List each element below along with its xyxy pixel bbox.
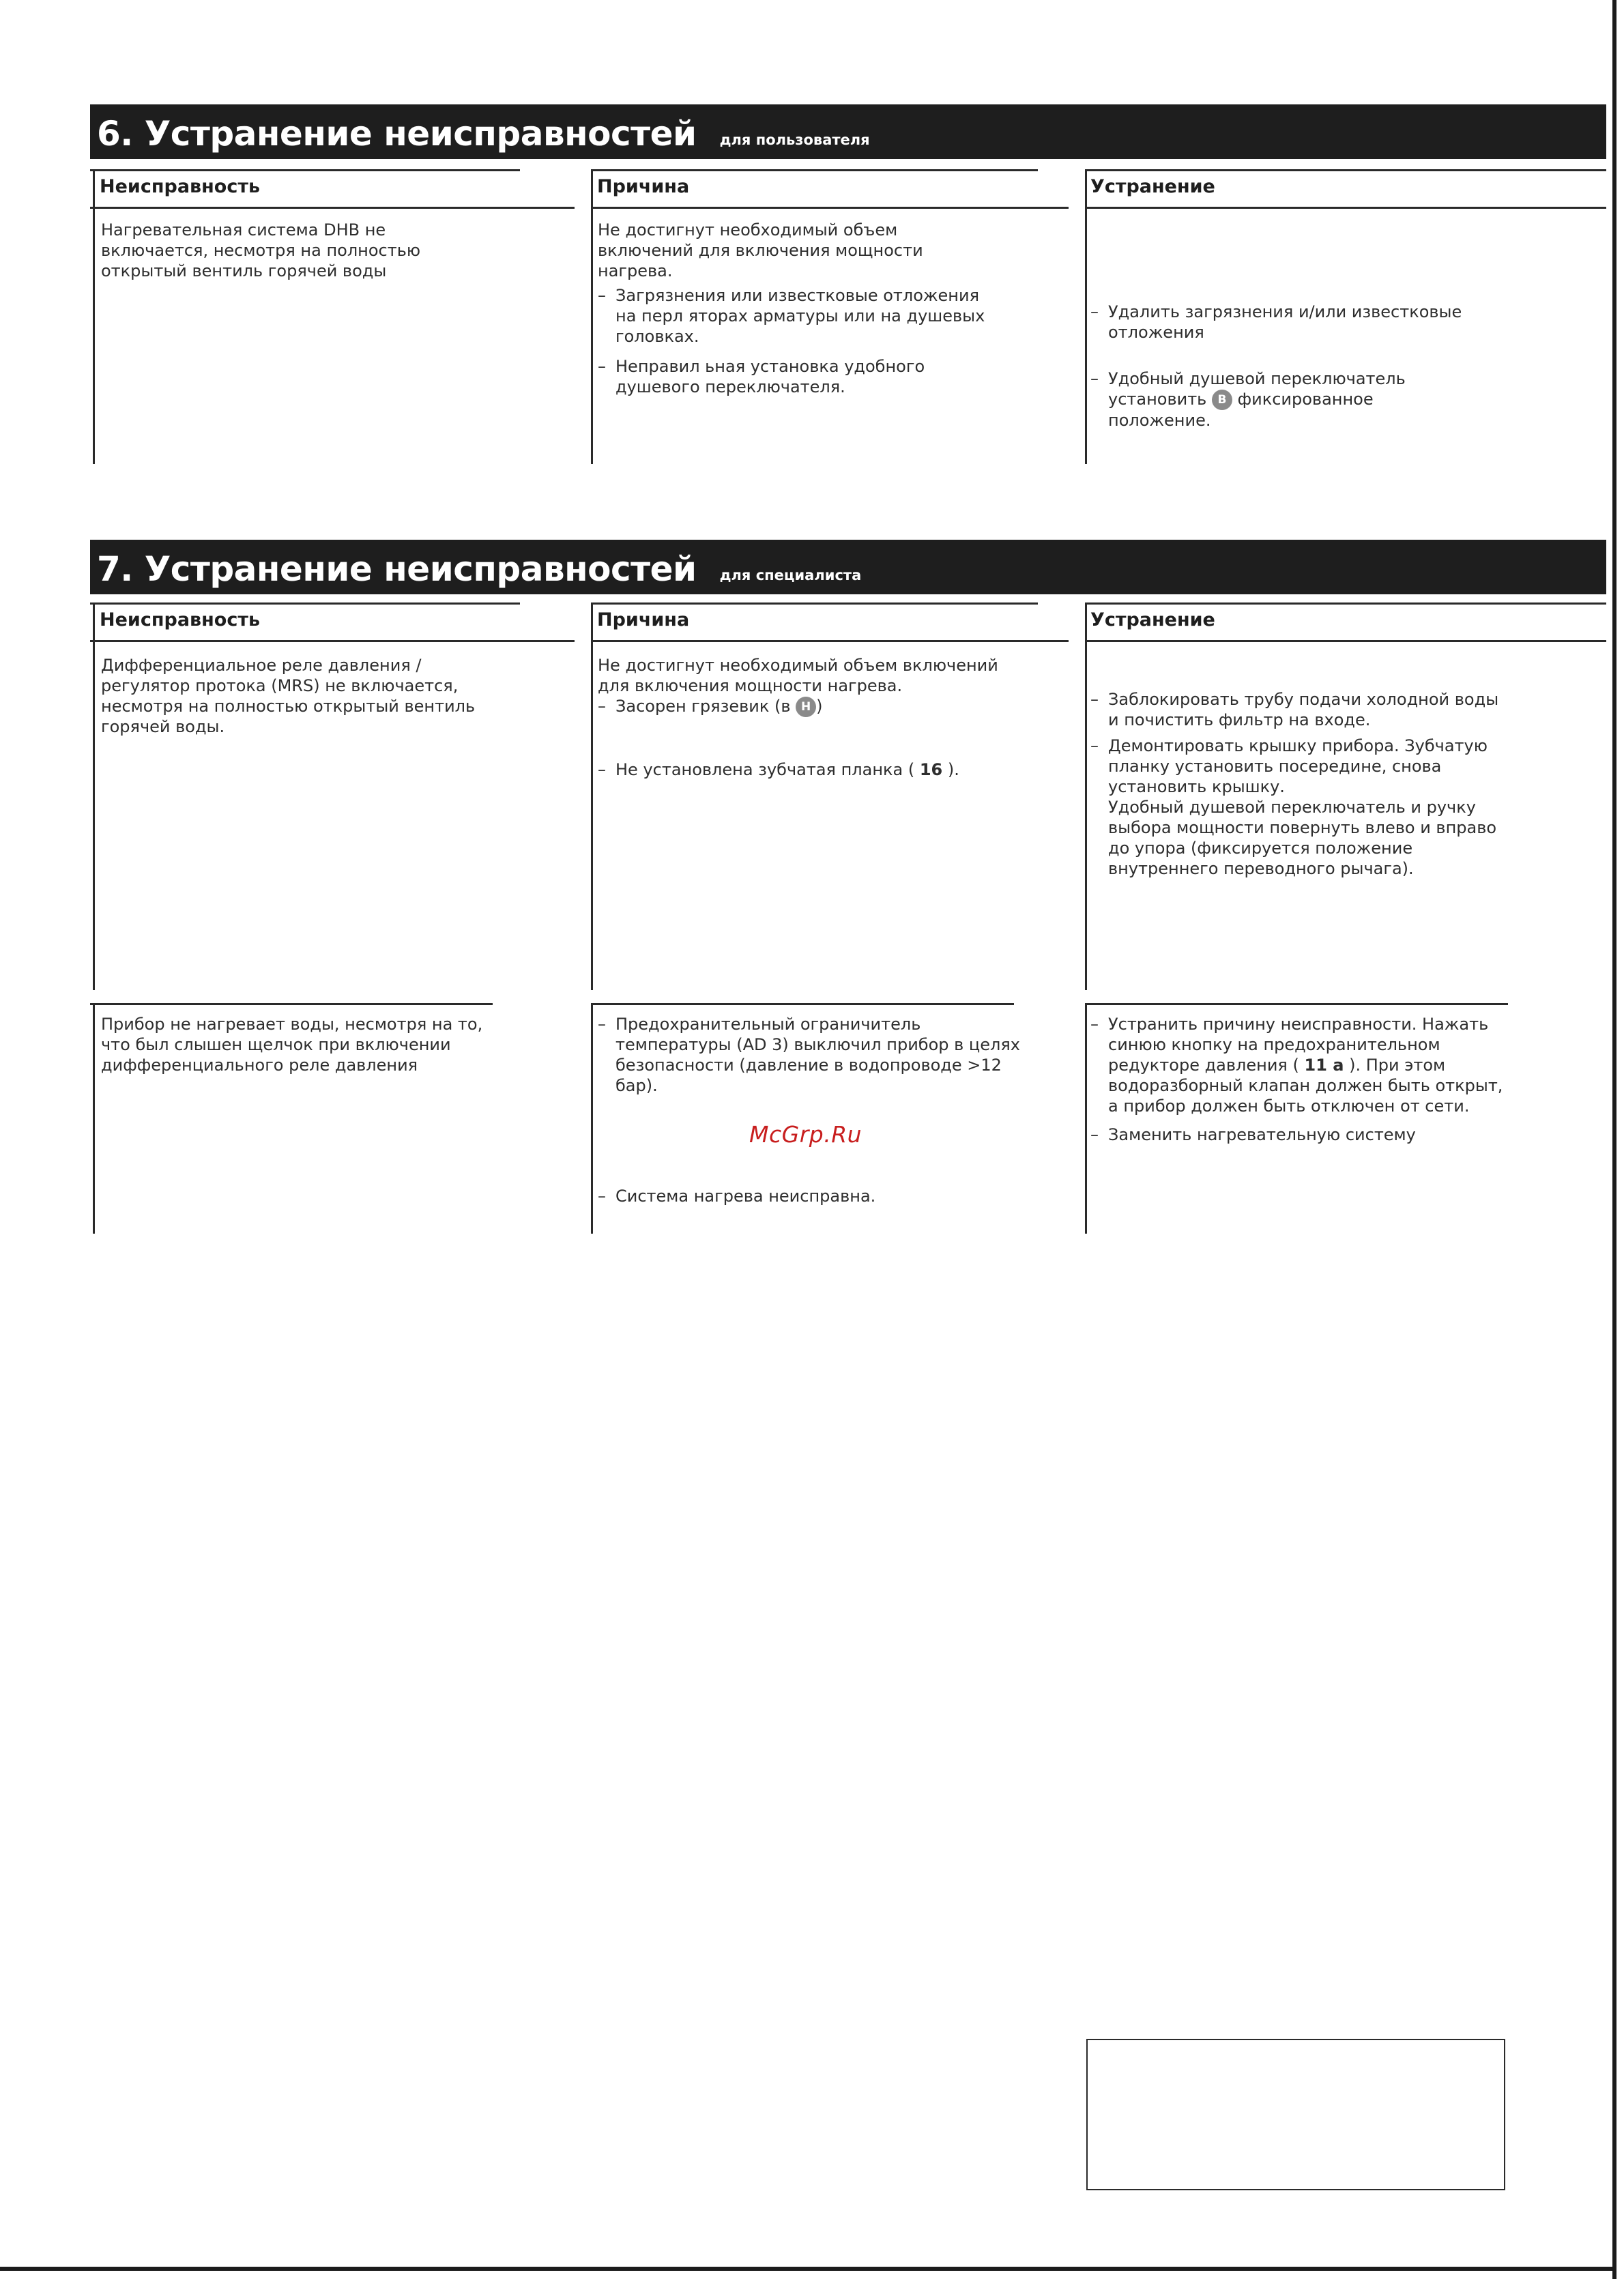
s6-header-bottom-rule-3 <box>1085 207 1606 209</box>
s7-row2-col-divider-1 <box>93 1003 95 1234</box>
empty-stamp-box <box>1086 2039 1505 2190</box>
s6-cause-cell <box>598 220 994 397</box>
s6-cause-intro: Не достигнут необходимый объем включений для включения мощности нагрева. <box>598 220 923 280</box>
s6-col-divider-3 <box>1085 169 1087 464</box>
s7-row2-remedy-1-ref: 11 a <box>1304 1056 1344 1075</box>
s7-row1-cause-1-after: ) <box>816 697 823 716</box>
s6-remedy-1: – Удалить загрязнения и/или известковые отложения <box>1090 302 1473 343</box>
s7-row1-cause-2 <box>598 759 1021 780</box>
page-frame-bottom <box>0 2267 1616 2271</box>
s6-col-divider-2 <box>591 169 593 464</box>
s7-row2-remedy-1-after: ). При этом водоразборный клапан должен быть открыт, а прибор должен быть отключен от сети. <box>1108 1056 1503 1116</box>
s7-row2-remedy-2: – Заменить нагревательную систему <box>1090 1124 1507 1145</box>
s6-cause-item-1: – Загрязнения или известковые отложения на перл яторах арматуры или на душевых головках. <box>598 285 994 347</box>
s7-row2-cause-cell <box>598 1014 1021 1206</box>
section-6-subtitle: для пользователя <box>719 132 870 148</box>
s7-row1-remedy-cell <box>1090 689 1507 879</box>
section-6-title: 6. Устранение неисправностей <box>97 114 697 154</box>
s7-row1-cause-2-before: Не установлена зубчатая планка ( <box>615 760 915 779</box>
s7-header-top-rule-2 <box>591 603 1038 605</box>
s7-header-fault: Неисправность <box>100 609 261 630</box>
s6-fault: Нагревательная система DHB не включается, несмотря на полностью открытый вентиль горячей воды <box>101 220 421 280</box>
s7-col-divider-3 <box>1085 603 1087 990</box>
s7-header-cause: Причина <box>597 609 690 630</box>
s6-header-top-rule-1 <box>90 169 520 171</box>
s7-row-separator-2 <box>591 1003 1014 1005</box>
s7-header-bottom-rule-2 <box>591 640 1069 642</box>
s7-row1-cause-intro: Не достигнут необходимый объем включений для включения мощности нагрева. <box>598 656 998 695</box>
s7-row2-fault: Прибор не нагревает воды, несмотря на то, что был слышен щелчок при включении дифференциального реле давления <box>101 1015 483 1075</box>
s7-header-bottom-rule-3 <box>1085 640 1606 642</box>
s7-header-remedy: Устранение <box>1090 609 1215 630</box>
s7-row1-cause-1 <box>598 696 1021 717</box>
s7-row1-cause-2-ref: 16 <box>919 760 943 779</box>
s6-header-remedy: Устранение <box>1090 176 1215 197</box>
s7-col-divider-1 <box>93 603 95 990</box>
s6-cause-item-2: – Неправил ьная установка удобного душевого переключателя. <box>598 356 994 397</box>
s7-col-divider-2 <box>591 603 593 990</box>
s6-remedy-2-before: Удобный душевой переключатель установить <box>1108 369 1406 409</box>
s6-remedy-2 <box>1090 368 1473 431</box>
s7-row1-remedy-2b: Удобный душевой переключатель и ручку выбора мощности повернуть влево и вправо до упора (фиксируется положение внутреннего переводного рычага). <box>1108 798 1497 878</box>
s7-row1-fault: Дифференциальное реле давления / регулятор протока (MRS) не включается, несмотря на полностью открытый вентиль горячей воды. <box>101 656 476 736</box>
s6-remedy-2-after: фиксированное положение. <box>1108 390 1374 430</box>
s7-row2-cause-1: – Предохранительный ограничитель температуры (AD 3) выключил прибор в целях безопасности (давление в водопроводе >12 бар). <box>598 1014 1021 1096</box>
s7-row1-cause-2-after: ). <box>947 760 959 779</box>
s6-header-bottom-rule-2 <box>591 207 1069 209</box>
s7-row2-remedy-1 <box>1090 1014 1507 1116</box>
s7-row2-remedy-cell <box>1090 1014 1507 1145</box>
s7-row1-cause-1-before: Засорен грязевик (в <box>615 697 791 716</box>
s7-row2-fault-cell <box>101 1014 483 1075</box>
s7-row1-remedy-1: – Заблокировать трубу подачи холодной воды и почистить фильтр на входе. <box>1090 689 1507 730</box>
s7-header-bottom-rule-1 <box>90 640 575 642</box>
s6-header-fault: Неисправность <box>100 176 261 197</box>
setting-b-icon: B <box>1212 390 1232 410</box>
s7-row-separator-3 <box>1085 1003 1508 1005</box>
s7-row1-fault-cell <box>101 655 490 737</box>
section-7-subtitle: для специалиста <box>719 567 862 583</box>
s7-row1-remedy-2: – Демонтировать крышку прибора. Зубчатую планку установить посередине, снова установить крышку. <box>1090 736 1507 797</box>
section-7-header <box>90 540 1606 594</box>
s7-header-top-rule-1 <box>90 603 520 605</box>
s7-row1-cause-cell <box>598 655 1021 780</box>
s6-fault-text <box>101 220 483 281</box>
s6-header-bottom-rule-1 <box>90 207 575 209</box>
s7-row-separator-1 <box>90 1003 493 1005</box>
s7-row2-col-divider-2 <box>591 1003 593 1234</box>
s6-header-top-rule-3 <box>1085 169 1606 171</box>
strainer-h-icon: H <box>796 697 816 717</box>
s7-row2-cause-2: – Система нагрева неисправна. <box>598 1186 1021 1206</box>
s6-col-divider-1 <box>93 169 95 464</box>
section-7-title: 7. Устранение неисправностей <box>97 549 697 589</box>
s6-header-top-rule-2 <box>591 169 1038 171</box>
page-frame-right <box>1612 0 1616 2279</box>
watermark: McGrp.Ru <box>749 1121 862 1148</box>
s7-row2-col-divider-3 <box>1085 1003 1087 1234</box>
s6-header-cause: Причина <box>597 176 690 197</box>
section-6-header <box>90 104 1606 159</box>
s7-header-top-rule-3 <box>1085 603 1606 605</box>
s7-row2-remedy-1-before: Устранить причину неисправности. Нажать синюю кнопку на предохранительном редукторе давления ( <box>1108 1015 1489 1075</box>
s6-remedy-cell <box>1090 302 1473 431</box>
